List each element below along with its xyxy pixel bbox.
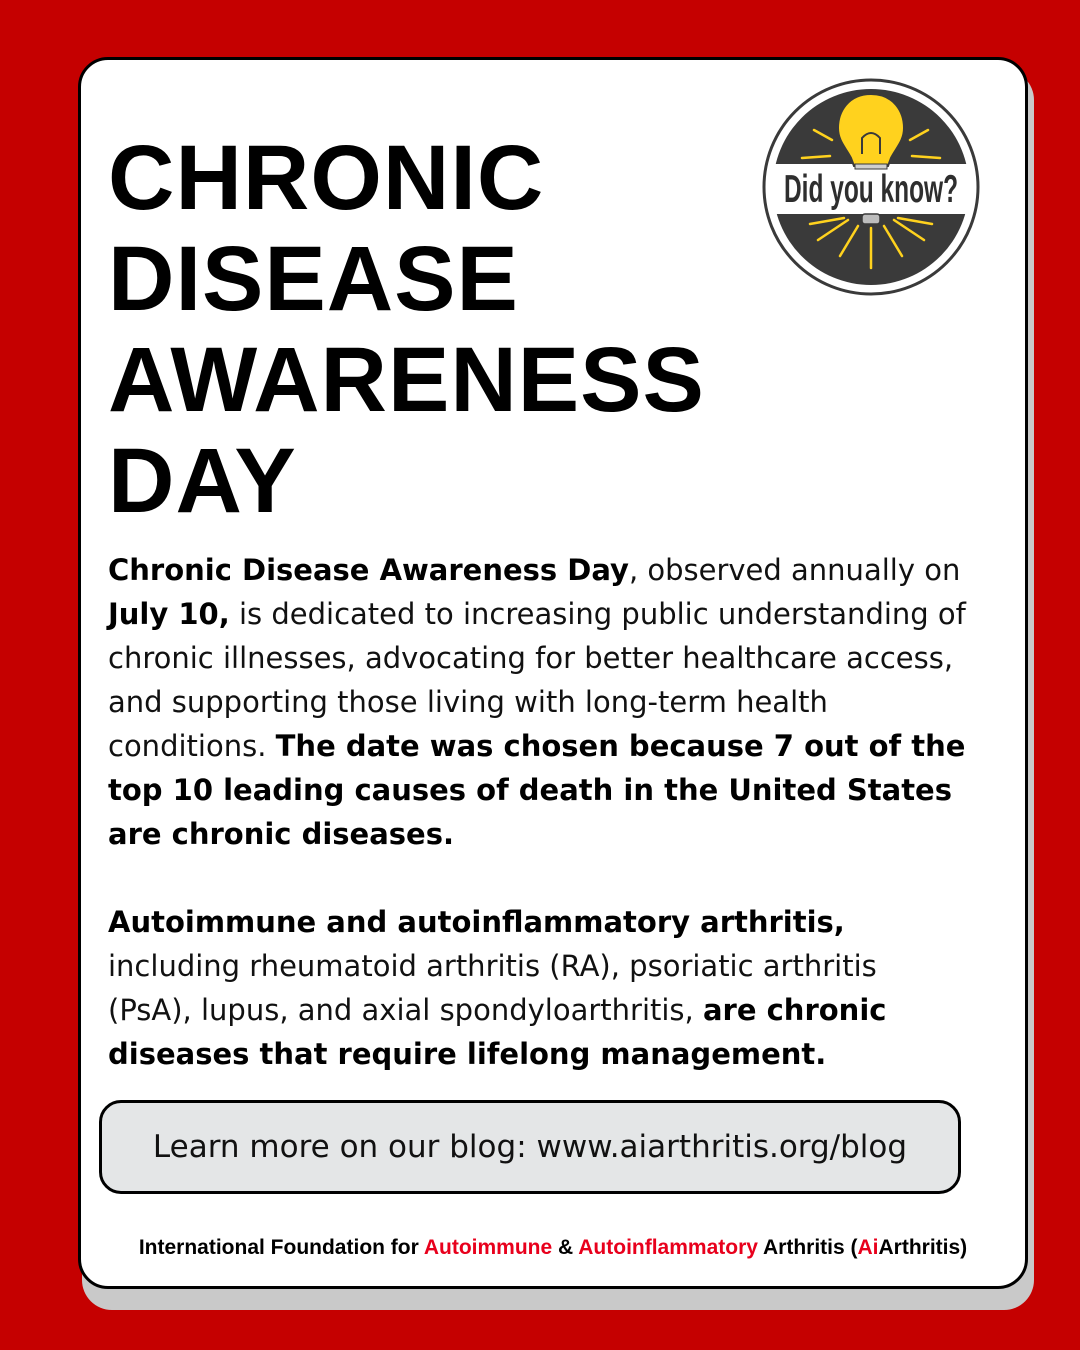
title-line: DISEASE: [108, 228, 519, 330]
footer-text: Arthritis): [878, 1236, 968, 1259]
bold-text: are chronic diseases that require lifelong management.: [108, 993, 887, 1071]
badge-text: Did you know?: [783, 166, 959, 211]
arthritis-paragraph: [108, 900, 968, 1076]
bold-text: Autoimmune and autoinflammatory arthritis,: [108, 905, 845, 939]
footer-text: International Foundation for: [138, 1236, 424, 1259]
intro-paragraph: [108, 548, 968, 856]
footer-highlight: Autoinflammatory: [578, 1236, 758, 1259]
bold-text: The date was chosen because 7 out of the top 10 leading causes of death in the United States are chronic diseases.: [108, 729, 966, 851]
title-line: CHRONIC: [108, 127, 545, 229]
bold-text: Chronic Disease Awareness Day: [108, 553, 629, 587]
footer-highlight: Autoimmune: [423, 1236, 553, 1259]
organization-footer: [78, 1236, 1028, 1260]
title-line: AWARENESS: [108, 329, 705, 431]
title-line: DAY: [108, 430, 297, 532]
bold-text: July 10,: [108, 597, 230, 631]
page-title: [108, 128, 705, 532]
lightbulb-icon: [762, 78, 980, 296]
blog-link-text[interactable]: Learn more on our blog: www.aiarthritis.org/blog: [152, 1129, 908, 1165]
footer-text: Arthritis (: [757, 1236, 858, 1259]
did-you-know-badge: [762, 78, 980, 296]
footer-text: &: [552, 1236, 579, 1259]
body-text: including rheumatoid arthritis (RA), psoriatic arthritis (PsA), lupus, and axial spondyloarthritis,: [108, 949, 877, 1027]
body-text: , observed annually on: [628, 553, 961, 587]
blog-link[interactable]: [99, 1100, 961, 1194]
body-text: is dedicated to increasing public understanding of chronic illnesses, advocating for better healthcare access, and supporting those living with long-term health conditions.: [108, 597, 966, 763]
footer-highlight: Ai: [857, 1236, 879, 1259]
